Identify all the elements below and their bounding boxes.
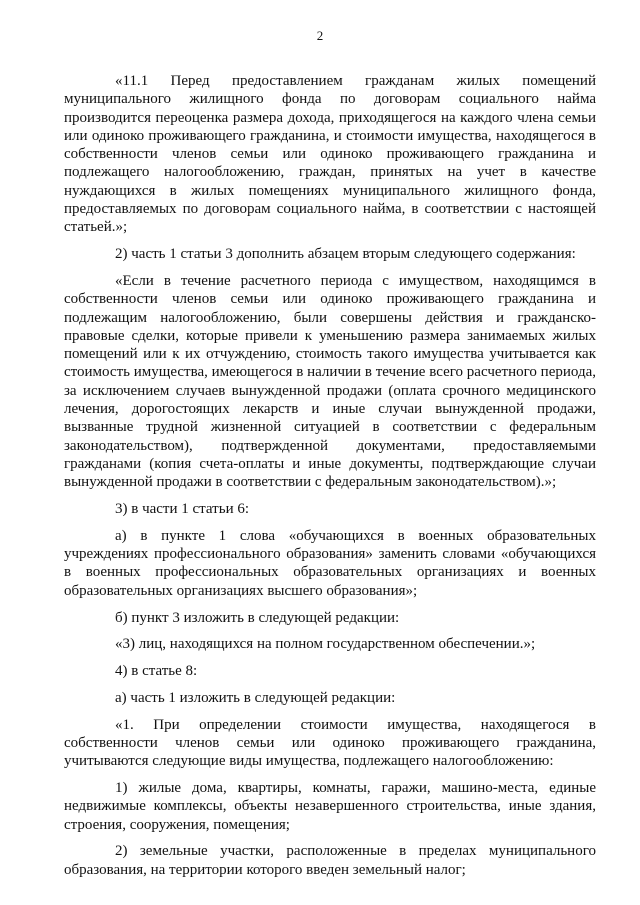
paragraph: «1. При определении стоимости имущества, находящегося в собственности членов семьи или одиноко проживающего гражданина, учитываются следующие виды имущества, подлежащего налогообложению: — [64, 716, 596, 770]
paragraph: 4) в статье 8: — [115, 663, 198, 680]
paragraph: 2) земельные участки, расположенные в пределах муниципального образования, на территории которого введен земельный налог; — [64, 843, 596, 878]
paragraph: 2) часть 1 статьи 3 дополнить абзацем вторым следующего содержания: — [115, 246, 576, 263]
paragraph: 1) жилые дома, квартиры, комнаты, гаражи, машино-места, единые недвижимые комплексы, объекты незавершенного строительства, иные здания, строения, сооружения, помещения; — [64, 780, 596, 833]
paragraph: «11.1 Перед предоставлением гражданам жилых помещений муниципального жилищного фонда по договорам социального найма производится переоценка размера дохода, приходящегося на каждого члена семьи или одиноко проживающего гражданина, и стоимости имущества, находящегося в собственности членов семьи или одиноко проживающего гражданина и подлежащего налогообложению, граждан, принятых на учет в качестве нуждающихся в жилых помещениях муниципального жилищного фонда, предоставляемых по договорам социального найма, в соответствии с настоящей статьей.»; — [64, 73, 596, 236]
paragraph: 3) в части 1 статьи 6: — [115, 501, 250, 518]
page-number: 2 — [316, 28, 324, 43]
paragraph: «Если в течение расчетного периода с имуществом, находящимся в собственности членов семьи или одиноко проживающего гражданина и подлежащим налогообложению, были совершены действия и гражданско-правовые сделки, которые привели к уменьшению размера занимаемых жилых помещений или к их отчуждению, стоимость такого имущества учитывается как стоимость имущества, имеющегося в наличии в течение всего расчетного периода, за исключением случаев вынужденной продажи (оплата срочного медицинского лечения, дорогостоящих лекарств и иные случаи вынужденной продажи, вызванные трудной жизненной ситуацией в соответствии с федеральным законодательством), подтвержденной документами, предоставляемыми гражданами (копия счета-оплаты и иные документы, подтверждающие случаи вынужденной продажи в соответствии с федеральным законодательством).»; — [64, 272, 596, 491]
document-body — [64, 72, 596, 888]
paragraph: а) в пункте 1 слова «обучающихся в военных образовательных учреждениях профессионального образования» заменить словами «обучающихся в военных профессиональных образовательных организациях и военных образовательных организациях высшего образования»; — [64, 527, 596, 599]
paragraph: б) пункт 3 изложить в следующей редакции: — [115, 609, 400, 626]
paragraph: а) часть 1 изложить в следующей редакции: — [115, 689, 396, 706]
paragraph: «3) лиц, находящихся на полном государственном обеспечении.»; — [115, 636, 536, 653]
